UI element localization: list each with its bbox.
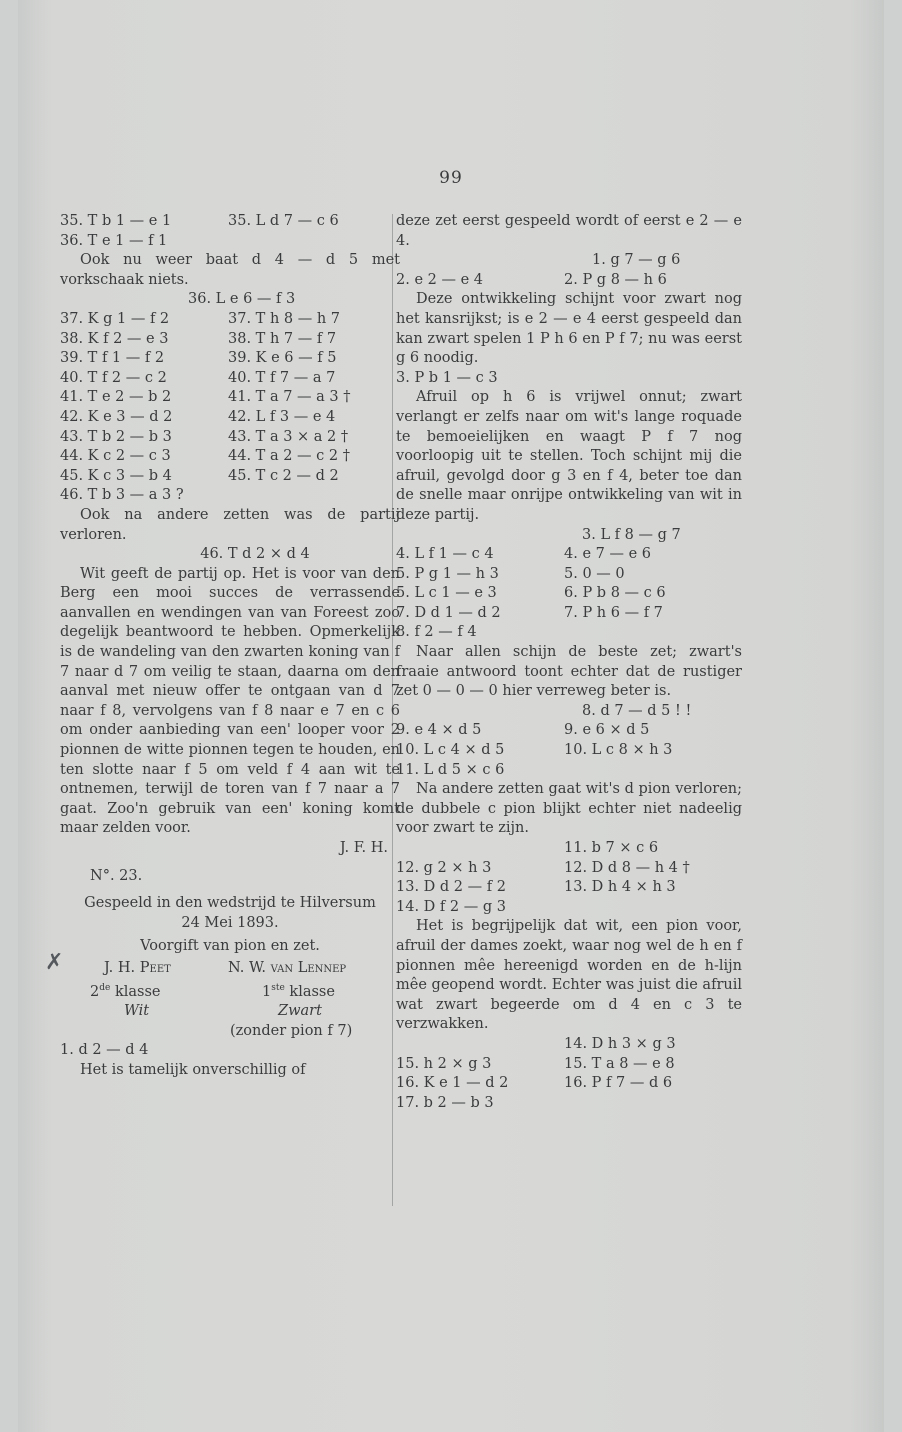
white-move: 13. D d 2 — f 2 [396, 879, 506, 896]
black-move: 13. D h 4 × h 3 [564, 879, 676, 896]
black-move: 36. L e 6 — f 3 [188, 291, 296, 308]
black-move: 46. T d 2 × d 4 [200, 546, 310, 563]
black-move [564, 1094, 742, 1114]
class-white: 2de klasse [90, 982, 161, 1000]
white-move: 43. T b 2 — b 3 [60, 428, 172, 445]
black-move: 37. T h 8 — h 7 [228, 310, 341, 327]
black-move: 9. e 6 × d 5 [564, 722, 650, 739]
move-row [60, 330, 400, 350]
move-row [60, 428, 400, 448]
annotation-text: Afruil op h 6 is vrijwel onnut; zwart verlangt er zelfs naar om wit's lange roquade te bemoeielijken en waagt P f 7 nog voorloopig uit te stellen. Toch schijnt mij die afruil, gevolgd door g 3 en f 4, beter toe dan de snelle maar onrijpe ontwikkeling van wit in deze partij. [396, 389, 742, 523]
white-move: 14. D f 2 — g 3 [396, 898, 506, 915]
black-move: 44. T a 2 — c 2 † [228, 448, 350, 465]
white-move: 1. d 2 — d 4 [60, 1042, 149, 1059]
white-move: 41. T e 2 — b 2 [60, 389, 172, 406]
white-move: 11. L d 5 × c 6 [396, 761, 505, 778]
signature: J. F. H. [339, 840, 388, 856]
annotation-text: deze zet eerst gespeeld wordt of eerst e 2 — e 4. [396, 213, 742, 249]
white-move: 2. e 2 — e 4 [396, 271, 483, 288]
white-move: 10. L c 4 × d 5 [396, 742, 505, 759]
white-move: 40. T f 2 — c 2 [60, 369, 167, 386]
white-move: 38. K f 2 — e 3 [60, 330, 169, 347]
white-move: 37. K g 1 — f 2 [60, 310, 170, 327]
white-move: 12. g 2 × h 3 [396, 859, 492, 876]
move-row [60, 310, 400, 330]
move-row [60, 408, 400, 428]
white-move: 16. K e 1 — d 2 [396, 1075, 509, 1092]
annotation-text: Naar allen schijn de beste zet; zwart's fraaie antwoord toont echter dat de rustiger zet 0 — 0 — 0 hier verreweg beter is. [396, 644, 742, 700]
annotation-text: Na andere zetten gaat wit's d pion verloren; de dubbele c pion blijkt echter niet nadeelig voor zwart te zijn. [396, 781, 742, 837]
move-row [396, 565, 742, 585]
white-move: 42. K e 3 — d 2 [60, 408, 173, 425]
move-row [60, 447, 400, 467]
move-row [396, 898, 742, 918]
white-move: 8. f 2 — f 4 [396, 624, 477, 641]
black-move: 1. g 7 — g 6 [592, 252, 681, 269]
move-row [60, 232, 400, 252]
white-move: 36. T e 1 — f 1 [60, 232, 168, 249]
annotation-text: Het is begrijpelijk dat wit, een pion voor, afruil der dames zoekt, waar nog wel de h en f pionnen mêe hereenigd worden en de h-lijn mêe geopend wordt. Echter was juist die afruil wat zwart begeerde om d 4 en c 3 te verzwakken. [396, 918, 742, 1033]
move-row [396, 623, 742, 643]
colors-row [60, 1002, 400, 1022]
move-row [396, 878, 742, 898]
white-move: 46. T b 3 — a 3 ? [60, 487, 184, 504]
pencil-check-mark-icon: ✗ [45, 950, 64, 975]
page-number: 99 [439, 168, 463, 188]
black-move: 40. T f 7 — a 7 [228, 369, 336, 386]
move-row [396, 271, 742, 291]
black-move: 39. K e 6 — f 5 [228, 350, 337, 367]
move-row [60, 467, 400, 487]
player-white: J. H. Peet [104, 959, 171, 976]
white-move: 5. L c 1 — e 3 [396, 585, 497, 602]
move-row [396, 604, 742, 624]
black-move: 8. d 7 — d 5 ! ! [582, 702, 692, 719]
black-move: 6. P b 8 — c 6 [564, 585, 666, 602]
annotation-text: Wit geeft de partij op. Het is voor van den Berg een mooi succes de verrassende aanvallen en wendingen van van Foreest zoo degelijk beantwoord te hebben. Opmerkelijk is de wandeling van den zwarten koning van f 7 naar d 7 om veilig te staan, daarna om den aanval met nieuw offer te ontgaan van d 7 naar f 8, vervolgens van f 8 naar e 7 en c 6 om onder aanbieding van een' looper voor 2 pionnen de witte pionnen tegen te houden, en ten slotte naar f 5 om veld f 4 aan wit te ontnemen, terwijl de toren van f 7 naar a 7 gaat. Zoo'n gebruik van een' koning komt maar zelden voor. [60, 565, 400, 837]
move-row [60, 369, 400, 389]
black-move: 7. P h 6 — f 7 [564, 604, 663, 621]
black-move: 16. P f 7 — d 6 [564, 1075, 673, 1092]
black-move [564, 623, 742, 643]
without-pawn-note: (zonder pion f 7) [230, 1022, 353, 1039]
white-move: 4. L f 1 — c 4 [396, 546, 494, 563]
annotation-text: Deze ontwikkeling schijnt voor zwart nog het kansrijkst; is e 2 — e 4 eerst gespeeld dan kan zwart spelen 1 P h 6 en P f 7; nu was eerst g 6 noodig. [396, 291, 742, 367]
black-move: 5. 0 — 0 [564, 565, 625, 582]
black-move: 45. T c 2 — d 2 [228, 467, 339, 484]
class-black: 1ste klasse [262, 982, 335, 1000]
black-move: 10. L c 8 × h 3 [564, 742, 673, 759]
label-white: Wit [124, 1002, 150, 1019]
game-handicap: Voorgift van pion en zet. [140, 938, 320, 955]
black-move: 41. T a 7 — a 3 † [228, 389, 351, 406]
black-move: 12. D d 8 — h 4 † [564, 859, 690, 876]
move-row [396, 1094, 742, 1114]
annotation-text: Ook na andere zetten was de partij verloren. [60, 506, 400, 543]
right-column [396, 212, 742, 1113]
label-black: Zwart [278, 1002, 322, 1019]
left-column [60, 212, 400, 1080]
move-row [396, 721, 742, 741]
game-venue: Gespeeld in den wedstrijd te Hilversum [84, 895, 376, 912]
white-move: 17. b 2 — b 3 [396, 1094, 494, 1111]
black-move [564, 761, 742, 781]
black-move: 38. T h 7 — f 7 [228, 330, 337, 347]
move-row [396, 761, 742, 781]
black-move: 43. T a 3 × a 2 † [228, 428, 349, 445]
classes-row [60, 979, 400, 1002]
white-move: 39. T f 1 — f 2 [60, 350, 165, 367]
white-move: 35. T b 1 — e 1 [60, 213, 172, 229]
black-move: 2. P g 8 — h 6 [564, 271, 667, 288]
white-move: 15. h 2 × g 3 [396, 1055, 492, 1072]
move-row [396, 545, 742, 565]
move-row [396, 1055, 742, 1075]
move-row [396, 584, 742, 604]
white-move: 45. K c 3 — b 4 [60, 467, 172, 484]
move-row [60, 349, 400, 369]
black-move: 35. L d 7 — c 6 [228, 213, 339, 229]
white-move: 3. P b 1 — c 3 [396, 369, 498, 386]
black-move [228, 486, 400, 506]
white-move: 44. K c 2 — c 3 [60, 448, 171, 465]
black-move: 3. L f 8 — g 7 [582, 526, 681, 543]
game-date: 24 Mei 1893. [181, 914, 279, 931]
annotation-text: Het is tamelijk onverschillig of [80, 1061, 306, 1078]
move-row [396, 859, 742, 879]
player-black: N. W. van Lennep [228, 959, 347, 976]
book-page [18, 0, 884, 1432]
move-row [396, 1074, 742, 1094]
move-row [60, 486, 400, 506]
white-move: 5. P g 1 — h 3 [396, 565, 499, 582]
game-number: N°. 23. [90, 867, 143, 884]
black-move [564, 898, 742, 918]
black-move: 42. L f 3 — e 4 [228, 408, 336, 425]
players-row [60, 959, 400, 979]
black-move: 11. b 7 × c 6 [564, 840, 659, 856]
black-move: 14. D h 3 × g 3 [564, 1035, 676, 1052]
black-move: 15. T a 8 — e 8 [564, 1055, 675, 1072]
black-move: 4. e 7 — e 6 [564, 546, 651, 563]
white-move: 7. D d 1 — d 2 [396, 604, 501, 621]
move-row [60, 388, 400, 408]
white-move: 9. e 4 × d 5 [396, 722, 482, 739]
move-row [60, 212, 400, 232]
annotation-text: Ook nu weer baat d 4 — d 5 met vorkschaak niets. [60, 252, 400, 288]
black-move [228, 232, 400, 252]
move-row [396, 741, 742, 761]
